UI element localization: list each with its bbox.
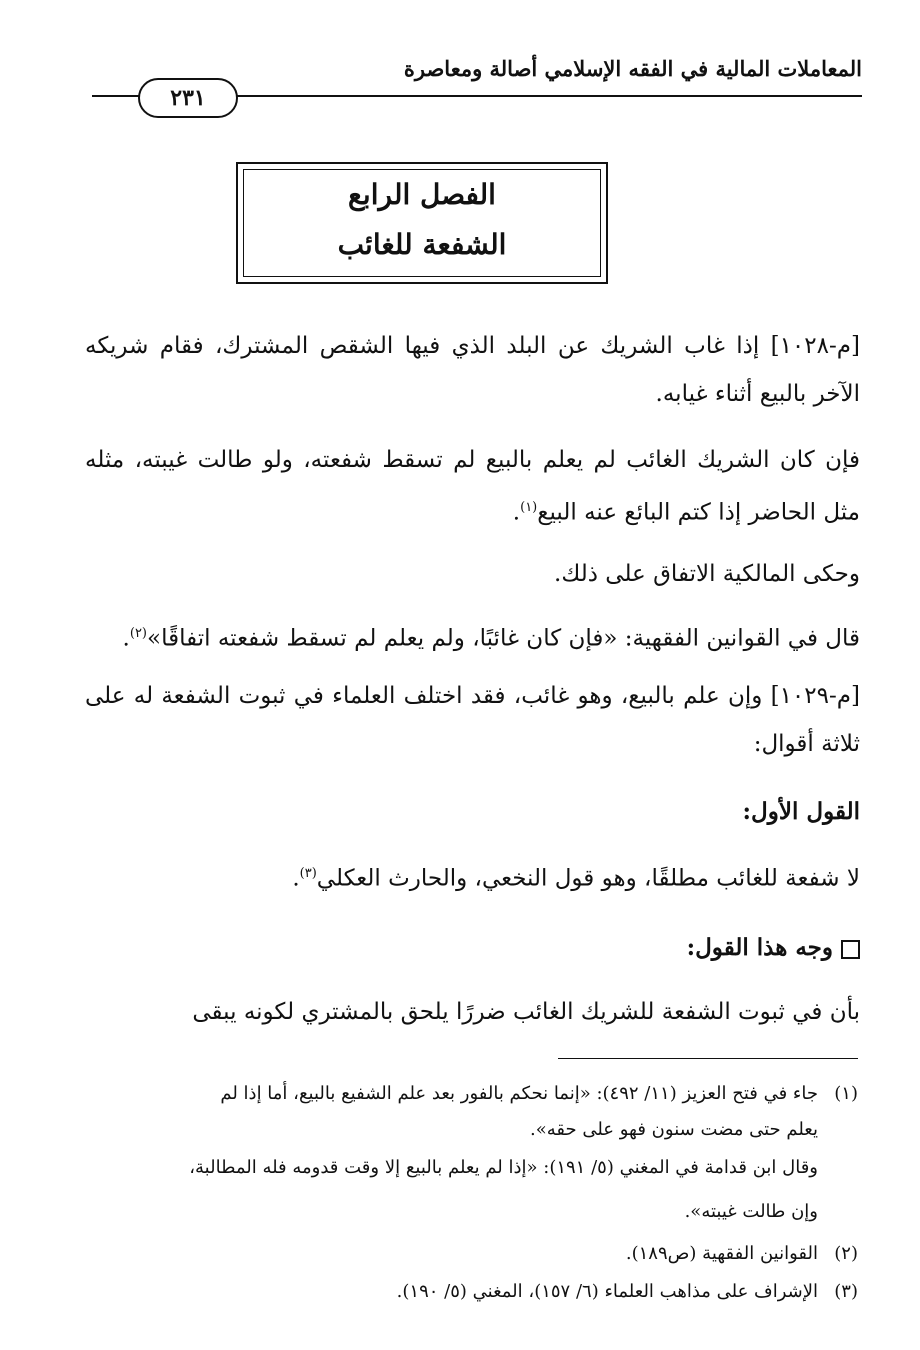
footnote-separator [558,1058,858,1059]
paragraph-7-text: بأن في ثبوت الشفعة للشريك الغائب ضررًا يلحق بالمشتري لكونه يبقى [192,999,860,1025]
paragraph-5 [85,672,860,768]
paragraph-2: فإن كان الشريك الغائب لم يعلم بالبيع لم تسقط شفعته، ولو طالت غيبته، مثله مثل الحاضر إذا كتم البائع عنه البيع$^{(١)}$. [85,447,860,526]
square-bullet-icon [841,940,860,959]
paragraph-4: قال في القوانين الفقهية: «فإن كان غائبًا، ولم يعلم لم تسقط شفعته اتفاقًا»$^{(٢)}$. [122,625,860,652]
paragraph-3-text: وحكى المالكية الاتفاق على ذلك. [554,561,860,587]
section-heading-rationale [85,924,860,972]
footnote-ref-2: (٢) [129,626,147,641]
footnote-2-text: القوانين الفقهية (ص١٨٩). [625,1243,818,1264]
footnote-1-text-1: جاء في فتح العزيز (١١/ ٤٩٢): «إنما نحكم بالفور بعد علم الشفيع بالبيع، أما إذا لم [220,1083,818,1104]
section-heading-first-opinion [85,788,860,836]
page-number: ٢٣١ [138,78,238,118]
chapter-title-box [236,162,608,284]
footnote-1-text-2: يعلم حتى مضت سنون فهو على حقه». [530,1119,818,1140]
footnote-1-number: (١) [834,1083,858,1104]
footnote-1-line-4 [80,1196,858,1228]
chapter-title: الشفعة للغائب [337,228,507,261]
footnote-3-number: (٣) [834,1281,858,1302]
footnote-1-text-3: وقال ابن قدامة في المغني (٥/ ١٩١): «إذا لم يعلم بالبيع إلا وقت قدومه فله المطالبة، [189,1157,818,1178]
footnote-3 [80,1276,858,1308]
paragraph-5-text: [م-١٠٢٩] وإن علم بالبيع، وهو غائب، فقد اختلف العلماء في ثبوت الشفعة له على ثلاثة أقوال: [85,683,860,757]
footnote-1-line-1 [80,1078,858,1110]
footnote-3-text: الإشراف على مذاهب العلماء (٦/ ١٥٧)، المغني (٥/ ١٩٠). [396,1281,818,1302]
footnote-1-line-2 [80,1114,858,1146]
running-header-title: المعاملات المالية في الفقه الإسلامي أصالة ومعاصرة [403,56,862,81]
footnote-2-number: (٢) [834,1243,858,1264]
paragraph-6: لا شفعة للغائب مطلقًا، وهو قول النخعي، والحارث العكلي$^{(٣)}$. [292,865,860,892]
paragraph-2-text: فإن كان الشريك الغائب لم يعلم بالبيع لم تسقط شفعته، ولو طالت غيبته، مثله مثل الحاضر إذا كتم البائع عنه البيع [85,447,860,526]
footnote-1-text-4: وإن طالت غيبته». [684,1201,818,1222]
paragraph-1 [85,322,860,418]
rationale-heading-text: وجه هذا القول: [686,934,833,961]
paragraph-4-text: قال في القوانين الفقهية: «فإن كان غائبًا، ولم يعلم لم تسقط شفعته اتفاقًا» [147,625,860,652]
chapter-number: الفصل الرابع [348,178,496,211]
footnote-ref-3: (٣) [299,866,317,881]
paragraph-1-text: [م-١٠٢٨] إذا غاب الشريك عن البلد الذي فيها الشقص المشترك، فقام شريكه الآخر بالبيع أثناء غيابه. [85,333,860,407]
footnote-ref-1: (١) [520,500,538,515]
paragraph-6-text: لا شفعة للغائب مطلقًا، وهو قول النخعي، والحارث العكلي [316,865,860,892]
footnote-2 [80,1238,858,1270]
first-opinion-heading-text: القول الأول: [742,798,860,825]
paragraph-7 [85,988,860,1036]
footnote-1-line-3 [80,1152,858,1184]
paragraph-3 [85,550,860,598]
